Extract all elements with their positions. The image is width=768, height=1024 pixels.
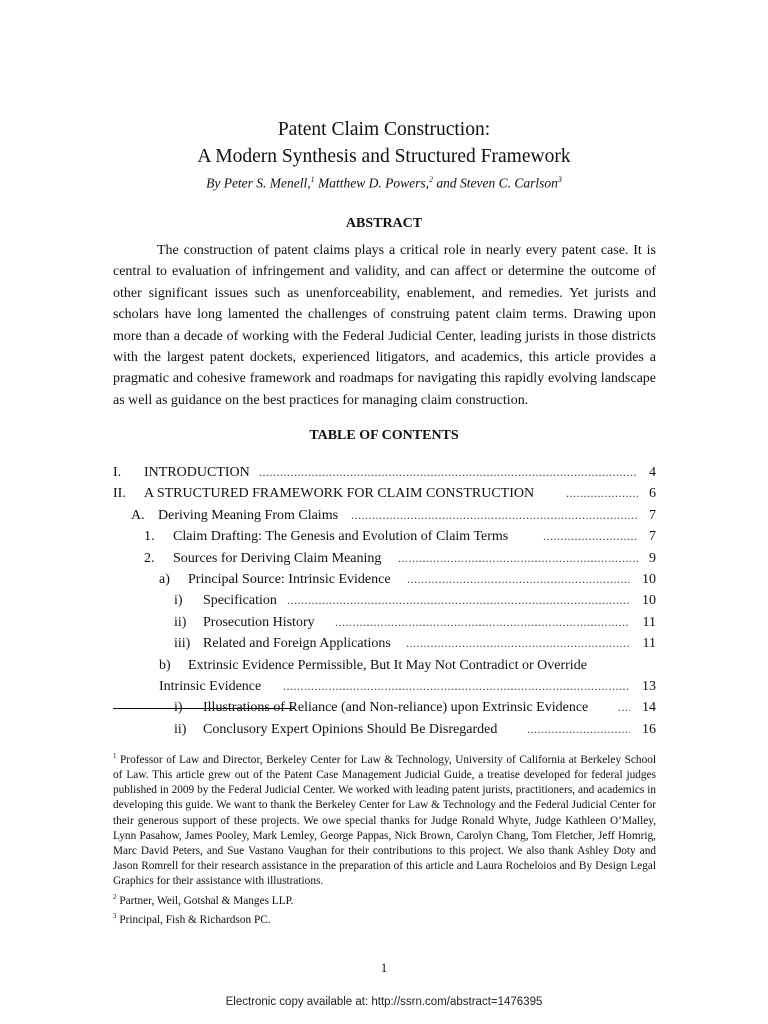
toc-entry-title: Related and Foreign Applications [203, 636, 391, 652]
toc-entry[interactable] [113, 505, 656, 526]
toc-entry[interactable] [113, 483, 656, 504]
toc-entry-number: I. [113, 465, 122, 480]
toc-entry-number: i) [174, 593, 183, 609]
toc-entry[interactable] [113, 655, 656, 676]
toc-entry-page: 6 [647, 483, 656, 504]
toc-entry-number: 1. [144, 529, 155, 545]
toc-entry-number: b) [159, 657, 171, 673]
toc-entry[interactable] [113, 526, 656, 547]
author-1: By Peter S. Menell, [206, 175, 311, 191]
toc-entry-page: 10 [640, 590, 656, 611]
footnote-mark: 3 [113, 911, 117, 920]
toc-entry[interactable] [113, 462, 656, 483]
toc-leader-dots [283, 676, 630, 697]
toc-leader-dots [527, 719, 630, 740]
toc-entry-title: Prosecution History [203, 614, 315, 630]
toc-entry-title: Specification [203, 593, 277, 609]
toc-entry-number: ii) [174, 614, 187, 630]
paper-title-line-2: A Modern Synthesis and Structured Framework [197, 146, 571, 167]
toc-entry-title: Principal Source: Intrinsic Evidence [188, 571, 391, 587]
footnotes [113, 749, 656, 928]
footnote-2 [113, 890, 656, 909]
author-byline [0, 175, 768, 192]
footnote-3 [113, 909, 656, 928]
footnote-text: Partner, Weil, Gotshal & Manges LLP. [116, 894, 294, 907]
footnote-mark: 1 [113, 752, 117, 760]
toc-leader-dots [335, 612, 630, 633]
toc-leader-dots [407, 569, 630, 590]
toc-entry[interactable] [113, 633, 656, 654]
toc-entry-title: INTRODUCTION [144, 465, 250, 480]
toc-entry-title: Sources for Deriving Claim Meaning [173, 550, 382, 566]
toc-entry-page: 14 [640, 697, 656, 718]
toc-entry-title-cont: Intrinsic Evidence [159, 678, 262, 694]
toc-leader-dots [259, 462, 638, 483]
toc-leader-dots [406, 633, 630, 654]
toc-leader-dots [398, 548, 638, 569]
toc-entry-number: a) [159, 571, 170, 587]
toc-entry-page: 16 [640, 719, 656, 740]
abstract-heading: ABSTRACT [345, 216, 423, 231]
footnote-ref-3: 3 [557, 175, 562, 184]
toc-entry-page: 13 [640, 676, 656, 697]
toc-leader-dots [287, 590, 630, 611]
toc-entry-page: 11 [641, 612, 656, 633]
toc-entry-page: 7 [647, 505, 656, 526]
toc-entry-page: 9 [647, 548, 656, 569]
toc-entry-page: 7 [647, 526, 656, 547]
paper-title-line-1: Patent Claim Construction: [277, 119, 491, 140]
author-3: and Steven C. Carlson [433, 175, 558, 191]
toc-entry-title: Extrinsic Evidence Permissible, But It May Not Contradict or Override [188, 657, 587, 673]
toc-entry[interactable] [113, 719, 656, 740]
toc-leader-dots [566, 483, 638, 504]
abstract-text: The construction of patent claims plays a critical role in nearly every patent case. It is central to evaluation of infringement and validity, and can affect or determine the outcome of other significant issues such as unenforceability, enablement, and remedies. Yet jurists and scholars have long lamented the challenges of construing patent claim terms. Drawing upon more than a decade of working with the Federal Judicial Center, leading jurists in those districts with the largest patent dockets, experienced litigators, and academics, this article provides a pragmatic and cohesive framework and roadmaps for navigating this rapidly evolving landscape as well as guidance on the best practices for managing claim construction. [113, 243, 656, 408]
toc-entry[interactable] [113, 612, 656, 633]
table-of-contents [113, 462, 656, 740]
footnote-ref-1: 1 [310, 175, 315, 184]
toc-entry-number: II. [113, 486, 126, 502]
toc-entry-title: A STRUCTURED FRAMEWORK FOR CLAIM CONSTRUCTION [144, 486, 535, 502]
toc-entry-title: Deriving Meaning From Claims [158, 507, 339, 523]
footnote-text: Principal, Fish & Richardson PC. [116, 913, 271, 926]
toc-entry-page: 4 [647, 462, 656, 483]
toc-heading: TABLE OF CONTENTS [309, 428, 459, 443]
toc-leader-dots [618, 697, 630, 718]
footnote-1 [113, 749, 656, 890]
toc-leader-dots [543, 526, 638, 547]
toc-entry-continuation[interactable] [113, 676, 656, 697]
toc-entry-page: 11 [641, 633, 656, 654]
footnote-divider [113, 708, 295, 709]
toc-entry-title: Claim Drafting: The Genesis and Evolution of Claim Terms [173, 529, 509, 545]
toc-entry[interactable] [113, 590, 656, 611]
ssrn-availability-notice[interactable]: Electronic copy available at: http://ssrn.com/abstract=1476395 [225, 996, 543, 1008]
footnote-ref-2: 2 [429, 175, 434, 184]
toc-entry-number: A. [131, 507, 145, 523]
footnote-mark: 2 [113, 892, 117, 901]
page-number: 1 [380, 960, 388, 975]
toc-entry-number: ii) [174, 721, 187, 737]
author-2: Matthew D. Powers, [314, 175, 430, 191]
toc-entry-number: 2. [144, 550, 155, 566]
toc-entry[interactable] [113, 569, 656, 590]
toc-entry-page: 10 [640, 569, 656, 590]
toc-entry-title: Conclusory Expert Opinions Should Be Disregarded [203, 721, 498, 737]
toc-entry[interactable] [113, 548, 656, 569]
toc-entry-title: Illustrations of Reliance (and Non-reliance) upon Extrinsic Evidence [203, 700, 589, 716]
footnote-text: Professor of Law and Director, Berkeley Center for Law & Technology, University of California at Berkeley School of Law. This article grew out of the Patent Case Management Judicial Guide, a treatise developed for federal judges published in 2009 by the Federal Judicial Center. We worked with leading patent jurists, practitioners, and academics in developing this guide. We want to thank the Berkeley Center for Law & Technology and the Federal Judicial Center for their generous support of these projects. We owe special thanks for Judge Ronald Whyte, Judge Kathleen O’Malley, Lynn Pasahow, James Pooley, Mark Lemley, George Pappas, Nick Brown, Carolyn Chang, Tom Fletcher, Jeff Homrig, Marc David Peters, and Sue Vastano Vaughan for their contributions to this project. We also thank Ashley Doty and Jason Romrell for their research assistance in the preparation of this article and Laura Rocheloios and By Design Legal Graphics for their assistance with illustrations. [113, 753, 656, 888]
toc-entry-number: i) [174, 700, 183, 716]
toc-leader-dots [351, 505, 638, 526]
toc-entry-number: iii) [174, 636, 191, 652]
